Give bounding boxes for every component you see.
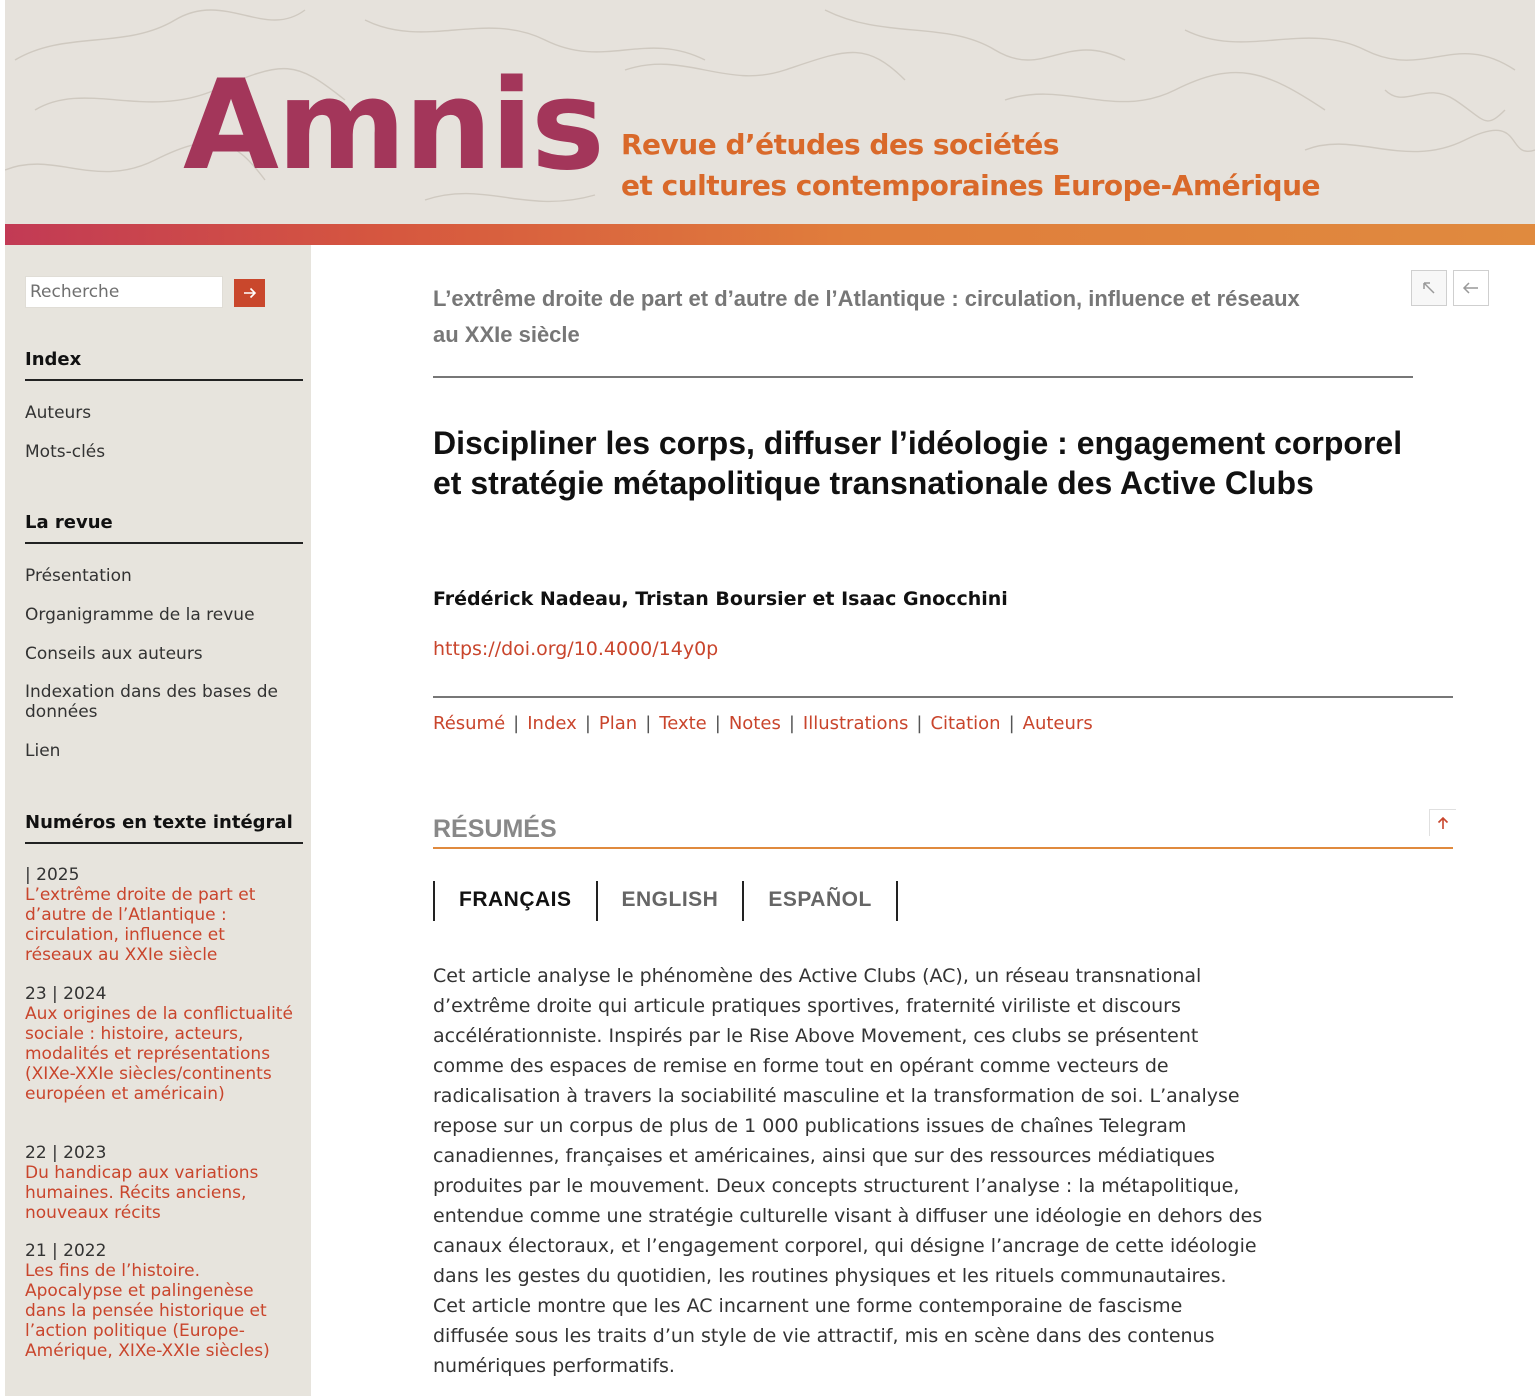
- sidebar-item-presentation[interactable]: Présentation: [25, 566, 132, 586]
- issue-title-link[interactable]: Du handicap aux variations humaines. Récits anciens, nouveaux récits: [25, 1163, 259, 1223]
- sidebar-item-indexation[interactable]: Indexation dans des bases de données: [25, 682, 278, 722]
- page: [5, 0, 1535, 1396]
- site-logo[interactable]: Amnis: [183, 54, 603, 198]
- sidebar-item-conseils[interactable]: Conseils aux auteurs: [25, 644, 203, 664]
- issue-number: 21 | 2022: [25, 1241, 107, 1261]
- site-tagline: [621, 124, 1320, 206]
- search-input[interactable]: [25, 276, 223, 308]
- article-toc-nav: [433, 713, 1093, 734]
- issue-title-heading[interactable]: L’extrême droite de part et d’autre de l’Atlantique : circulation, influence et réseaux au XXIe siècle: [433, 286, 1300, 347]
- toc-link-illustrations[interactable]: Illustrations: [802, 713, 909, 734]
- previous-button[interactable]: [1453, 270, 1489, 306]
- tab-espanol[interactable]: ESPAÑOL: [742, 881, 897, 921]
- abstract-text: Cet article analyse le phénomène des Active Clubs (AC), un réseau transnational d’extrême droite qui articule pratiques sportives, fraternité viriliste et discours accélérationniste. Inspirés par le Rise Above Movement, ces clubs se présentent comme des espaces de remise en forme tout en opérant comme vecteurs de radicalisation à travers la sociabilité masculine et la transformation de soi. L’analyse repose sur un corpus de plus de 1 000 publications issues de chaînes Telegram canadiennes, françaises et américaines, ainsi que sur des ressources médiatiques produites par le mouvement. Deux concepts structurent l’analyse : la métapolitique, entendue comme une stratégie culturelle visant à diffuser une idéologie en dehors des canaux électoraux, et l’engagement corporel, qui désigne l’ancrage de cette idéologie dans les gestes du quotidien, les routines physiques et les rituels communautaires. Cet article montre que les AC incarnent une forme contemporaine de fascisme diffusée sous les traits d’un style de vie attractif, mis en scène dans des contenus numériques performatifs.: [433, 965, 1263, 1377]
- article-title: Discipliner les corps, diffuser l’idéologie : engagement corporel et stratégie métapolitique transnationale des Active Clubs: [433, 425, 1403, 501]
- sidebar-item-lien[interactable]: Lien: [25, 741, 61, 761]
- article-authors[interactable]: Frédérick Nadeau, Tristan Boursier et Isaac Gnocchini: [433, 588, 1008, 610]
- issue-number: 23 | 2024: [25, 984, 107, 1004]
- tab-english[interactable]: ENGLISH: [596, 881, 743, 921]
- section-title-resumes: RÉSUMÉS: [433, 815, 557, 843]
- toc-link-plan[interactable]: Plan: [598, 713, 638, 734]
- toc-link-resume[interactable]: Résumé: [433, 713, 506, 734]
- sidebar-item-auteurs[interactable]: Auteurs: [25, 403, 92, 423]
- issue-title-link[interactable]: Les fins de l’histoire. Apocalypse et palingenèse dans la pensée historique et l’action politique (Europe-Amérique, XIXe-XXIe siècles): [25, 1261, 270, 1361]
- issue-item: [25, 865, 295, 965]
- issue-item: [25, 984, 295, 1104]
- toc-link-citation[interactable]: Citation: [930, 713, 1001, 734]
- issue-item: [25, 1241, 295, 1361]
- arrow-up-icon: [1437, 816, 1449, 830]
- sidebar-item-organigramme[interactable]: Organigramme de la revue: [25, 605, 255, 625]
- toc-separator: |: [584, 713, 591, 734]
- toc-link-auteurs[interactable]: Auteurs: [1022, 713, 1093, 734]
- sidebar-heading-numeros: Numéros en texte intégral: [25, 812, 303, 844]
- divider: [433, 376, 1413, 378]
- sidebar-item-mots-cles[interactable]: Mots-clés: [25, 442, 106, 462]
- toc-separator: |: [788, 713, 795, 734]
- sidebar-heading-la-revue: La revue: [25, 512, 303, 544]
- toc-separator: |: [1008, 713, 1015, 734]
- issue-title-link[interactable]: L’extrême droite de part et d’autre de l’Atlantique : circulation, influence et réseaux au XXIe siècle: [25, 885, 256, 965]
- arrow-left-icon: [1462, 281, 1480, 295]
- issue-number: 22 | 2023: [25, 1143, 107, 1163]
- go-up-button[interactable]: [1411, 270, 1447, 306]
- doi-link[interactable]: https://doi.org/10.4000/14y0p: [433, 638, 719, 660]
- issue-number: | 2025: [25, 865, 80, 885]
- issue-title-link[interactable]: Aux origines de la conflictualité sociale : histoire, acteurs, modalités et représentations (XIXe-XXIe siècles/continents européen et américain): [25, 1004, 293, 1104]
- toc-link-notes[interactable]: Notes: [728, 713, 781, 734]
- arrow-right-icon: [243, 287, 257, 299]
- toc-link-index[interactable]: Index: [527, 713, 577, 734]
- issue-item: [25, 1143, 295, 1223]
- toc-separator: |: [513, 713, 520, 734]
- search-button[interactable]: [234, 279, 265, 307]
- tab-francais[interactable]: FRANÇAIS: [433, 881, 596, 921]
- main-content: [311, 245, 1535, 1396]
- toc-link-texte[interactable]: Texte: [659, 713, 707, 734]
- tagline-line-2: et cultures contemporaines Europe-Amérique: [621, 169, 1320, 202]
- site-header: [5, 0, 1535, 224]
- sidebar: [5, 245, 311, 1396]
- arrow-up-left-icon: [1421, 280, 1437, 296]
- language-tabs: [433, 881, 898, 921]
- divider: [433, 696, 1453, 698]
- sidebar-heading-index: Index: [25, 349, 303, 381]
- back-to-top-button[interactable]: [1429, 809, 1456, 836]
- header-color-bar: [5, 224, 1535, 245]
- toc-separator: |: [645, 713, 652, 734]
- toc-separator: |: [714, 713, 721, 734]
- section-divider: [433, 847, 1453, 849]
- tagline-line-1: Revue d’études des sociétés: [621, 128, 1059, 161]
- toc-separator: |: [916, 713, 923, 734]
